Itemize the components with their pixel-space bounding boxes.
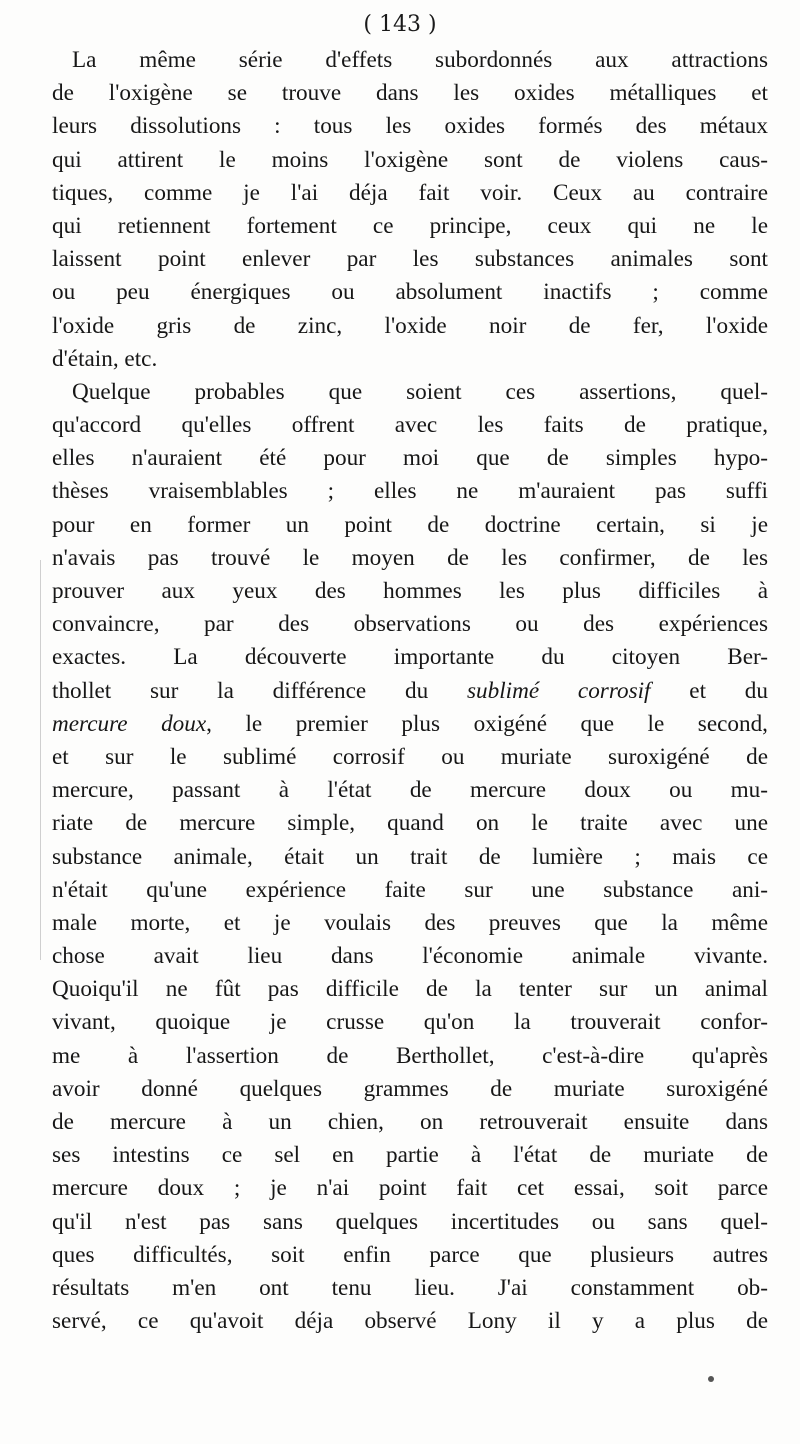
text-line: Quelque probables que soient ces assertions, quel-	[72, 378, 768, 405]
text-line: male morte, et je voulais des preuves que la même	[52, 909, 768, 936]
text-line: laissent point enlever par les substances animales sont	[52, 246, 768, 273]
text-line: La même série d'effets subordonnés aux attractions	[72, 47, 768, 73]
text-line: d'étain, etc.	[52, 345, 158, 372]
text-line: exactes. La découverte importante du citoyen Ber-	[52, 644, 768, 671]
text-line: mercure doux ; je n'ai point fait cet essai, soit parce	[52, 1175, 768, 1202]
text-line: servé, ce qu'avoit déja observé Lony il y a plus de	[52, 1308, 768, 1335]
text-line: prouver aux yeux des hommes les plus difficiles à	[52, 578, 768, 604]
text-line: de l'oxigène se trouve dans les oxides métalliques et	[52, 80, 768, 107]
text-line: de mercure à un chien, on retrouverait ensuite dans	[52, 1109, 768, 1135]
text-line: avoir donné quelques grammes de muriate suroxigéné	[52, 1075, 768, 1102]
text-line-with-italic	[52, 708, 768, 741]
text-line: et sur le sublimé corrosif ou muriate suroxigéné de	[52, 743, 768, 770]
text-run: , le premier plus oxigéné que le second,	[206, 710, 768, 737]
text-line: Quoiqu'il ne fût pas difficile de la tenter sur un animal	[52, 976, 768, 1003]
text-line: qui attirent le moins l'oxigène sont de violens caus-	[52, 146, 768, 173]
text-line: vivant, quoique je crusse qu'on la trouverait confor-	[52, 1009, 768, 1036]
text-line: ses intestins ce sel en partie à l'état de muriate de	[52, 1142, 768, 1169]
text-line: qu'il n'est pas sans quelques incertitudes ou sans quel-	[52, 1208, 768, 1235]
text-line-with-italic	[52, 675, 768, 708]
body-text	[52, 44, 768, 1338]
italic-run: mercure doux	[52, 710, 207, 737]
text-line: qui retiennent fortement ce principe, ceux qui ne le	[52, 212, 768, 239]
text-line: résultats m'en ont tenu lieu. J'ai constamment ob-	[52, 1274, 768, 1301]
text-line: n'avais pas trouvé le moyen de les confirmer, de les	[52, 544, 768, 571]
text-line: leurs dissolutions : tous les oxides formés des métaux	[52, 113, 768, 140]
text-line: pour en former un point de doctrine certain, si je	[52, 511, 768, 538]
margin-shadow	[40, 560, 41, 960]
ink-spot	[708, 1376, 714, 1382]
page-number: ( 143 )	[363, 12, 437, 37]
text-line: n'était qu'une expérience faite sur une substance ani-	[52, 876, 768, 903]
text-line: riate de mercure simple, quand on le traite avec une	[52, 810, 768, 837]
text-line: me à l'assertion de Berthollet, c'est-à-dire qu'après	[52, 1042, 768, 1069]
text-line: l'oxide gris de zinc, l'oxide noir de fer, l'oxide	[52, 312, 768, 339]
text-line: thèses vraisemblables ; elles ne m'auraient pas suffi	[52, 478, 768, 505]
text-line: ques difficultés, soit enfin parce que plusieurs autres	[52, 1241, 768, 1268]
text-run: thollet sur la différence du	[52, 677, 467, 704]
italic-run: sublimé corrosif	[467, 677, 651, 704]
text-line: chose avait lieu dans l'économie animale vivante.	[52, 943, 768, 970]
text-line: convaincre, par des observations ou des expériences	[52, 611, 768, 638]
text-line: elles n'auraient été pour moi que de simples hypo-	[52, 445, 768, 472]
text-line: tiques, comme je l'ai déja fait voir. Ceux au contraire	[52, 179, 768, 206]
text-line: substance animale, était un trait de lumière ; mais ce	[52, 843, 768, 870]
text-run: et du	[650, 677, 768, 704]
text-line: ou peu énergiques ou absolument inactifs ; comme	[52, 279, 768, 306]
text-line: qu'accord qu'elles offrent avec les faits de pratique,	[52, 412, 768, 439]
text-line: mercure, passant à l'état de mercure doux ou mu-	[52, 777, 768, 804]
